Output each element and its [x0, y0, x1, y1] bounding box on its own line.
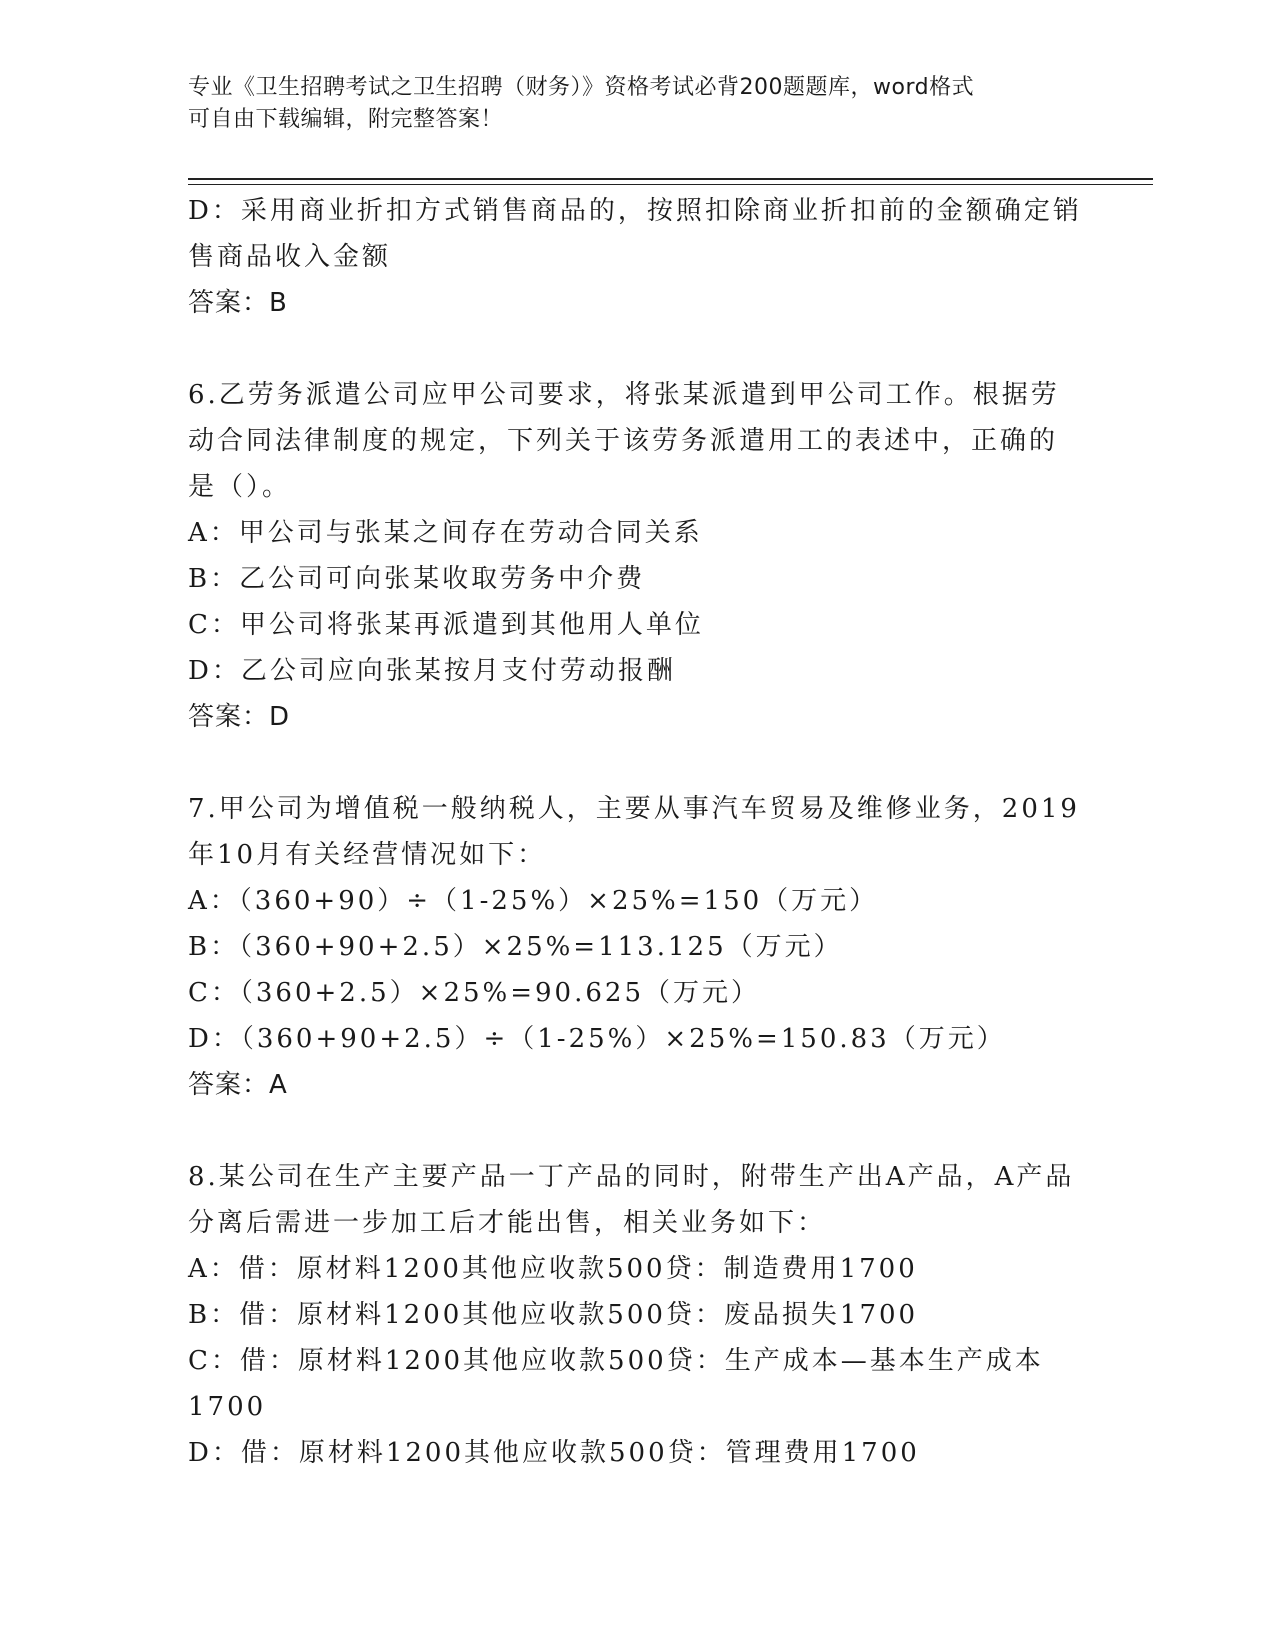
q8-option-b: B：借：原材料1200其他应收款500贷：废品损失1700 [188, 1300, 919, 1330]
header-divider-thick [188, 178, 1153, 180]
q7-stem-line-2: 年10月有关经营情况如下： [188, 840, 547, 870]
q7-stem-line-1: 7.甲公司为增值税一般纳税人，主要从事汽车贸易及维修业务，2019 [188, 794, 1080, 824]
q6-stem-line-3: 是（）。 [188, 472, 292, 502]
document-body [188, 188, 1088, 1476]
q6-answer: 答案：D [188, 702, 291, 732]
q7-option-a: A：（360+90）÷（1-25%）×25%=150（万元） [188, 886, 879, 916]
q5-option-d-line-1: D：采用商业折扣方式销售商品的，按照扣除商业折扣前的金额确定销 [188, 196, 1082, 226]
question-7-block [188, 786, 1088, 1108]
q6-option-b: B：乙公司可向张某收取劳务中介费 [188, 564, 646, 594]
q6-stem-line-1: 6.乙劳务派遣公司应甲公司要求，将张某派遣到甲公司工作。根据劳 [188, 380, 1060, 410]
question-8-block [188, 1154, 1088, 1476]
q8-option-c-line-2: 1700 [188, 1392, 267, 1422]
q6-option-c: C：甲公司将张某再派遣到其他用人单位 [188, 610, 704, 640]
question-6-block [188, 372, 1088, 740]
q7-option-c: C：（360+2.5）×25%=90.625（万元） [188, 978, 760, 1008]
q7-answer: 答案：A [188, 1070, 288, 1100]
q5-answer: 答案：B [188, 288, 288, 318]
spacer [188, 740, 1088, 786]
spacer [188, 326, 1088, 372]
q8-stem-line-1: 8.某公司在生产主要产品一丁产品的同时，附带生产出A产品，A产品 [188, 1162, 1075, 1192]
q8-option-d: D：借：原材料1200其他应收款500贷：管理费用1700 [188, 1438, 920, 1468]
document-header [188, 72, 1068, 136]
q8-option-a: A：借：原材料1200其他应收款500贷：制造费用1700 [188, 1254, 918, 1284]
question-5-block [188, 188, 1088, 326]
q6-stem-line-2: 动合同法律制度的规定，下列关于该劳务派遣用工的表述中，正确的 [188, 426, 1059, 456]
header-title-line-2: 可自由下载编辑，附完整答案！ [188, 107, 504, 132]
header-title-line-1: 专业《卫生招聘考试之卫生招聘（财务）》资格考试必背200题题库，word格式 [188, 75, 975, 100]
q6-option-d: D：乙公司应向张某按月支付劳动报酬 [188, 656, 676, 686]
q6-option-a: A：甲公司与张某之间存在劳动合同关系 [188, 518, 703, 548]
spacer [188, 1108, 1088, 1154]
q7-option-b: B：（360+90+2.5）×25%=113.125（万元） [188, 932, 843, 962]
q8-stem-line-2: 分离后需进一步加工后才能出售，相关业务如下： [188, 1208, 827, 1238]
q8-option-c-line-1: C：借：原材料1200其他应收款500贷：生产成本—基本生产成本 [188, 1346, 1044, 1376]
q5-option-d-line-2: 售商品收入金额 [188, 242, 392, 272]
q7-option-d: D：（360+90+2.5）÷（1-25%）×25%=150.83（万元） [188, 1024, 1006, 1054]
header-divider-thin [188, 184, 1153, 185]
